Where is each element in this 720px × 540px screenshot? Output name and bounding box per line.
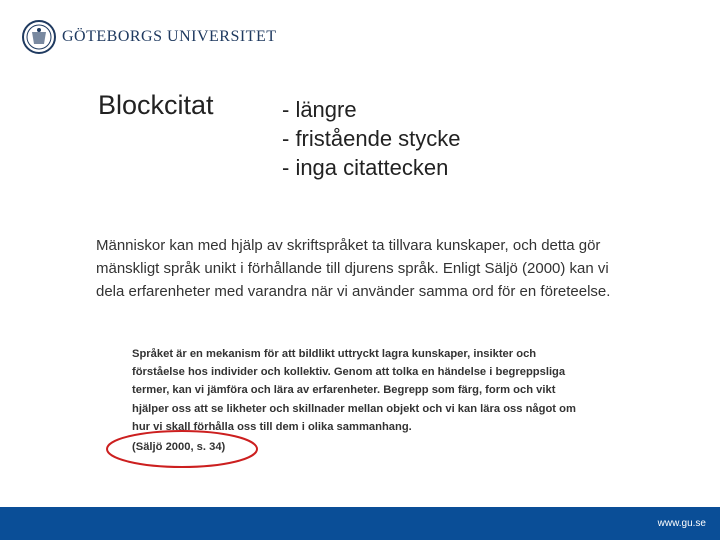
footer-url[interactable]: www.gu.se bbox=[657, 518, 706, 529]
body-paragraph: Människor kan med hjälp av skriftspråket ta tillvara kunskaper, och detta gör mänskligt språk unikt i förhållande till djurens språk. Enligt Säljö (2000) kan vi dela erfarenheter med varandra när vi använder samma ord för en företeelse. bbox=[96, 237, 611, 300]
annotation-ellipse bbox=[104, 428, 260, 470]
bullet-list bbox=[282, 95, 461, 182]
bullet-item: - inga citattecken bbox=[282, 155, 449, 180]
bullet-item: - fristående stycke bbox=[282, 126, 461, 151]
block-quote: Språket är en mekanism för att bildlikt uttryckt lagra kunskaper, insikter och förståelse hos individer och kollektiv. Genom att tolka en händelse i begreppsliga termer, kan vi jämföra och lära av erfarenheter. Begrepp som färg, form och vikt hjälper oss att se likheter och skillnader mellan objekt och vi kan lära oss något om hur vi skall förhålla oss till dem i olika sammanhang. bbox=[132, 348, 576, 433]
bullet-item: - längre bbox=[282, 97, 357, 122]
footer-bar bbox=[0, 507, 720, 540]
university-logo bbox=[22, 20, 277, 54]
slide-title: Blockcitat bbox=[98, 90, 214, 120]
citation: (Säljö 2000, s. 34) bbox=[132, 441, 226, 453]
university-seal-icon bbox=[22, 20, 56, 54]
university-name: GÖTEBORGS UNIVERSITET bbox=[62, 28, 277, 45]
